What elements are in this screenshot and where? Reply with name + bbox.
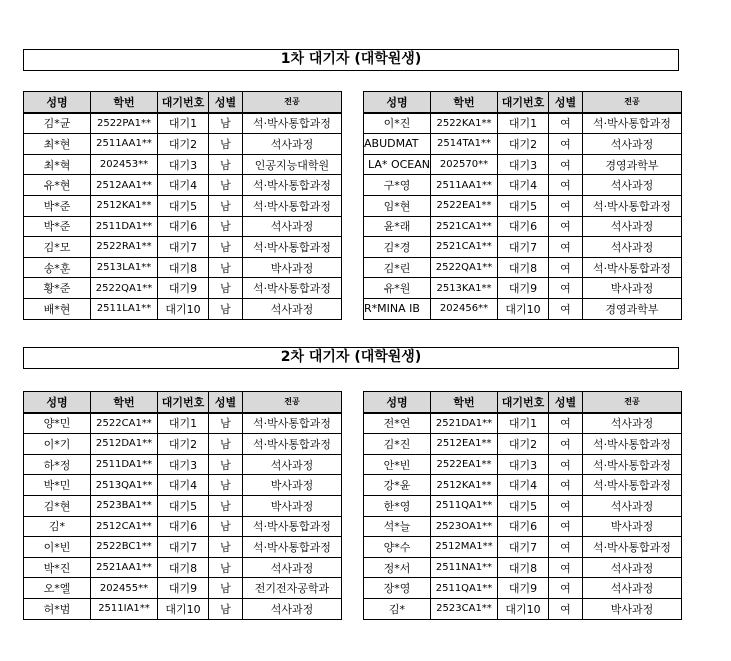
cell-major: 석·박사통합과정 — [243, 516, 342, 537]
cell-gender: 남 — [209, 537, 243, 558]
cell-wait-number: 대기6 — [498, 216, 549, 237]
header-major: 전공 — [583, 392, 682, 413]
table-header-row — [364, 92, 682, 113]
cell-major: 박사과정 — [583, 516, 682, 537]
cell-gender: 여 — [549, 195, 583, 216]
cell-major: 석사과정 — [583, 495, 682, 516]
cell-student-id: 2511DA1** — [91, 454, 158, 475]
cell-wait-number: 대기8 — [158, 257, 209, 278]
table-row — [364, 413, 682, 434]
table-row — [364, 175, 682, 196]
cell-student-id: 2522BC1** — [91, 537, 158, 558]
cell-gender: 남 — [209, 113, 243, 134]
cell-wait-number: 대기7 — [158, 537, 209, 558]
cell-student-id: 202456** — [431, 298, 498, 319]
cell-wait-number: 대기2 — [158, 134, 209, 155]
cell-name: 양*민 — [24, 413, 91, 434]
cell-wait-number: 대기2 — [498, 134, 549, 155]
header-student-id: 학번 — [431, 92, 498, 113]
cell-name: 김*현 — [24, 495, 91, 516]
header-student-id: 학번 — [91, 392, 158, 413]
cell-major: 석·박사통합과정 — [243, 278, 342, 299]
table-row — [24, 537, 342, 558]
table-row — [364, 298, 682, 319]
table-row — [24, 598, 342, 619]
cell-name: 윤*래 — [364, 216, 431, 237]
cell-name: ABUDMAT — [364, 134, 431, 155]
cell-student-id: 2512MA1** — [431, 537, 498, 558]
table-row — [364, 154, 682, 175]
header-major: 전공 — [243, 92, 342, 113]
table-row — [24, 578, 342, 599]
cell-wait-number: 대기7 — [158, 237, 209, 258]
cell-gender: 남 — [209, 598, 243, 619]
cell-major: 석·박사통합과정 — [583, 257, 682, 278]
cell-gender: 남 — [209, 195, 243, 216]
header-name: 성명 — [364, 392, 431, 413]
cell-wait-number: 대기3 — [158, 154, 209, 175]
cell-gender: 여 — [549, 413, 583, 434]
cell-wait-number: 대기1 — [158, 413, 209, 434]
cell-name: 강*윤 — [364, 475, 431, 496]
cell-major: 석·박사통합과정 — [583, 537, 682, 558]
cell-major: 석사과정 — [243, 216, 342, 237]
cell-student-id: 2523BA1** — [91, 495, 158, 516]
cell-gender: 남 — [209, 516, 243, 537]
cell-wait-number: 대기4 — [158, 175, 209, 196]
cell-name: 김*경 — [364, 237, 431, 258]
cell-student-id: 2512CA1** — [91, 516, 158, 537]
cell-student-id: 2521AA1** — [91, 557, 158, 578]
table-row — [24, 257, 342, 278]
cell-wait-number: 대기7 — [498, 537, 549, 558]
table-row — [364, 598, 682, 619]
cell-student-id: 2522QA1** — [91, 278, 158, 299]
cell-wait-number: 대기2 — [158, 434, 209, 455]
cell-major: 인공지능대학원 — [243, 154, 342, 175]
cell-major: 전기전자공학과 — [243, 578, 342, 599]
cell-student-id: 2522QA1** — [431, 257, 498, 278]
cell-major: 석사과정 — [583, 134, 682, 155]
cell-student-id: 2521CA1** — [431, 216, 498, 237]
table-row — [24, 298, 342, 319]
cell-name: R*MINA IB — [364, 298, 431, 319]
cell-major: 석사과정 — [583, 557, 682, 578]
cell-major: 석·박사통합과정 — [243, 537, 342, 558]
cell-name: 장*영 — [364, 578, 431, 599]
table-header-row — [364, 392, 682, 413]
header-student-id: 학번 — [431, 392, 498, 413]
cell-student-id: 2523CA1** — [431, 598, 498, 619]
cell-gender: 여 — [549, 516, 583, 537]
cell-name: 최*혁 — [24, 154, 91, 175]
cell-student-id: 202453** — [91, 154, 158, 175]
cell-wait-number: 대기4 — [498, 475, 549, 496]
section2-left-table — [23, 391, 342, 620]
cell-name: 박*진 — [24, 557, 91, 578]
cell-name: 이*기 — [24, 434, 91, 455]
cell-wait-number: 대기6 — [498, 516, 549, 537]
table-row — [24, 134, 342, 155]
cell-major: 석·박사통합과정 — [243, 195, 342, 216]
table-row — [364, 495, 682, 516]
cell-wait-number: 대기8 — [158, 557, 209, 578]
cell-gender: 남 — [209, 475, 243, 496]
cell-student-id: 2511AA1** — [91, 134, 158, 155]
cell-student-id: 2522RA1** — [91, 237, 158, 258]
cell-wait-number: 대기3 — [498, 154, 549, 175]
table-row — [24, 237, 342, 258]
cell-major: 석사과정 — [583, 413, 682, 434]
cell-name: 전*연 — [364, 413, 431, 434]
table-row — [364, 516, 682, 537]
table-row — [364, 113, 682, 134]
cell-wait-number: 대기5 — [498, 495, 549, 516]
cell-name: 양*수 — [364, 537, 431, 558]
cell-wait-number: 대기2 — [498, 434, 549, 455]
cell-name: 석*늘 — [364, 516, 431, 537]
table-row — [24, 557, 342, 578]
cell-wait-number: 대기9 — [498, 278, 549, 299]
cell-name: 하*정 — [24, 454, 91, 475]
table-row — [364, 278, 682, 299]
cell-gender: 남 — [209, 557, 243, 578]
cell-gender: 남 — [209, 278, 243, 299]
cell-gender: 여 — [549, 578, 583, 599]
cell-student-id: 2523OA1** — [431, 516, 498, 537]
cell-gender: 여 — [549, 278, 583, 299]
cell-gender: 여 — [549, 134, 583, 155]
header-major: 전공 — [583, 92, 682, 113]
cell-gender: 남 — [209, 413, 243, 434]
table-row — [24, 113, 342, 134]
cell-major: 석사과정 — [583, 237, 682, 258]
cell-name: 김*린 — [364, 257, 431, 278]
cell-wait-number: 대기8 — [498, 557, 549, 578]
cell-name: 배*현 — [24, 298, 91, 319]
header-name: 성명 — [24, 92, 91, 113]
cell-gender: 여 — [549, 598, 583, 619]
table-row — [24, 278, 342, 299]
header-name: 성명 — [24, 392, 91, 413]
cell-major: 석사과정 — [583, 175, 682, 196]
cell-major: 석·박사통합과정 — [583, 113, 682, 134]
cell-name: 박*민 — [24, 475, 91, 496]
table-row — [24, 434, 342, 455]
cell-major: 박사과정 — [243, 475, 342, 496]
cell-student-id: 2512DA1** — [91, 434, 158, 455]
header-wait-number: 대기번호 — [498, 392, 549, 413]
cell-wait-number: 대기9 — [498, 578, 549, 599]
cell-major: 박사과정 — [583, 598, 682, 619]
cell-gender: 여 — [549, 237, 583, 258]
cell-major: 석·박사통합과정 — [583, 195, 682, 216]
cell-name: 이*빈 — [24, 537, 91, 558]
cell-major: 박사과정 — [243, 495, 342, 516]
table-row — [24, 195, 342, 216]
cell-major: 석사과정 — [583, 216, 682, 237]
cell-student-id: 202455** — [91, 578, 158, 599]
cell-gender: 여 — [549, 154, 583, 175]
cell-major: 경영과학부 — [583, 154, 682, 175]
cell-student-id: 2513KA1** — [431, 278, 498, 299]
table-row — [364, 537, 682, 558]
header-name: 성명 — [364, 92, 431, 113]
cell-student-id: 2521DA1** — [431, 413, 498, 434]
cell-gender: 여 — [549, 257, 583, 278]
cell-wait-number: 대기10 — [158, 598, 209, 619]
header-wait-number: 대기번호 — [158, 392, 209, 413]
cell-major: 박사과정 — [243, 257, 342, 278]
table-row — [364, 216, 682, 237]
section1-left-table — [23, 91, 342, 320]
cell-gender: 남 — [209, 434, 243, 455]
header-student-id: 학번 — [91, 92, 158, 113]
cell-student-id: 2522EA1** — [431, 454, 498, 475]
cell-wait-number: 대기5 — [158, 495, 209, 516]
table-header-row — [24, 392, 342, 413]
cell-name: 허*범 — [24, 598, 91, 619]
cell-student-id: 2512KA1** — [91, 195, 158, 216]
cell-major: 석·박사통합과정 — [243, 413, 342, 434]
table-row — [24, 413, 342, 434]
header-gender: 성별 — [549, 392, 583, 413]
cell-wait-number: 대기5 — [498, 195, 549, 216]
cell-gender: 남 — [209, 578, 243, 599]
cell-name: 안*빈 — [364, 454, 431, 475]
cell-wait-number: 대기9 — [158, 278, 209, 299]
cell-wait-number: 대기1 — [498, 413, 549, 434]
cell-student-id: 2511AA1** — [431, 175, 498, 196]
cell-student-id: 2522KA1** — [431, 113, 498, 134]
cell-gender: 여 — [549, 537, 583, 558]
cell-gender: 여 — [549, 113, 583, 134]
cell-gender: 여 — [549, 216, 583, 237]
header-wait-number: 대기번호 — [498, 92, 549, 113]
cell-gender: 여 — [549, 298, 583, 319]
cell-student-id: 2513LA1** — [91, 257, 158, 278]
cell-student-id: 2522CA1** — [91, 413, 158, 434]
table-row — [24, 475, 342, 496]
header-wait-number: 대기번호 — [158, 92, 209, 113]
cell-student-id: 2522EA1** — [431, 195, 498, 216]
cell-major: 석사과정 — [243, 454, 342, 475]
header-gender: 성별 — [209, 92, 243, 113]
table-row — [364, 578, 682, 599]
cell-name: 임*현 — [364, 195, 431, 216]
cell-major: 석·박사통합과정 — [243, 113, 342, 134]
cell-wait-number: 대기4 — [498, 175, 549, 196]
cell-name: 김* — [24, 516, 91, 537]
cell-wait-number: 대기4 — [158, 475, 209, 496]
cell-student-id: 2512EA1** — [431, 434, 498, 455]
cell-gender: 남 — [209, 216, 243, 237]
header-gender: 성별 — [209, 392, 243, 413]
cell-name: 김*모 — [24, 237, 91, 258]
cell-gender: 여 — [549, 475, 583, 496]
cell-major: 석·박사통합과정 — [583, 454, 682, 475]
cell-major: 석·박사통합과정 — [243, 434, 342, 455]
cell-gender: 남 — [209, 134, 243, 155]
cell-name: 박*준 — [24, 195, 91, 216]
cell-gender: 여 — [549, 454, 583, 475]
cell-student-id: 2513QA1** — [91, 475, 158, 496]
section2-title: 2차 대기자 (대학원생) — [23, 347, 679, 369]
table-header-row — [24, 92, 342, 113]
table-row — [24, 154, 342, 175]
cell-name: 정*서 — [364, 557, 431, 578]
cell-major: 경영과학부 — [583, 298, 682, 319]
cell-major: 석사과정 — [243, 134, 342, 155]
table-row — [24, 495, 342, 516]
cell-gender: 여 — [549, 557, 583, 578]
cell-gender: 남 — [209, 495, 243, 516]
cell-wait-number: 대기7 — [498, 237, 549, 258]
cell-student-id: 2512KA1** — [431, 475, 498, 496]
header-gender: 성별 — [549, 92, 583, 113]
cell-major: 석사과정 — [243, 298, 342, 319]
table-row — [364, 237, 682, 258]
table-row — [364, 434, 682, 455]
header-major: 전공 — [243, 392, 342, 413]
cell-wait-number: 대기6 — [158, 516, 209, 537]
cell-wait-number: 대기9 — [158, 578, 209, 599]
cell-gender: 여 — [549, 495, 583, 516]
cell-student-id: 2511QA1** — [431, 578, 498, 599]
cell-student-id: 2521CA1** — [431, 237, 498, 258]
cell-gender: 남 — [209, 454, 243, 475]
cell-gender: 남 — [209, 175, 243, 196]
table-row — [364, 557, 682, 578]
cell-gender: 여 — [549, 175, 583, 196]
cell-gender: 남 — [209, 298, 243, 319]
cell-name: 송*훈 — [24, 257, 91, 278]
cell-major: 석·박사통합과정 — [243, 237, 342, 258]
cell-name: 유*현 — [24, 175, 91, 196]
cell-gender: 남 — [209, 154, 243, 175]
cell-name: 김*균 — [24, 113, 91, 134]
cell-gender: 남 — [209, 237, 243, 258]
cell-student-id: 2511NA1** — [431, 557, 498, 578]
cell-name: 최*현 — [24, 134, 91, 155]
cell-wait-number: 대기6 — [158, 216, 209, 237]
cell-name: 오*엘 — [24, 578, 91, 599]
table-row — [24, 175, 342, 196]
section2-right-table — [363, 391, 682, 620]
cell-student-id: 2511IA1** — [91, 598, 158, 619]
cell-major: 석·박사통합과정 — [243, 175, 342, 196]
cell-name: 황*준 — [24, 278, 91, 299]
cell-wait-number: 대기1 — [158, 113, 209, 134]
cell-name: 김* — [364, 598, 431, 619]
cell-name: 유*원 — [364, 278, 431, 299]
cell-student-id: 2514TA1** — [431, 134, 498, 155]
cell-major: 석사과정 — [243, 598, 342, 619]
table-row — [364, 134, 682, 155]
section1-right-table — [363, 91, 682, 320]
cell-name: 한*영 — [364, 495, 431, 516]
table-row — [364, 475, 682, 496]
cell-major: 석·박사통합과정 — [583, 434, 682, 455]
cell-name: 이*진 — [364, 113, 431, 134]
cell-major: 석·박사통합과정 — [583, 475, 682, 496]
cell-name: LA* OCEAN — [364, 154, 431, 175]
cell-student-id: 202570** — [431, 154, 498, 175]
table-row — [364, 195, 682, 216]
cell-student-id: 2512AA1** — [91, 175, 158, 196]
cell-major: 석사과정 — [243, 557, 342, 578]
cell-student-id: 2511QA1** — [431, 495, 498, 516]
cell-wait-number: 대기10 — [498, 598, 549, 619]
cell-wait-number: 대기10 — [498, 298, 549, 319]
cell-name: 구*영 — [364, 175, 431, 196]
cell-student-id: 2511LA1** — [91, 298, 158, 319]
cell-major: 석사과정 — [583, 578, 682, 599]
cell-gender: 남 — [209, 257, 243, 278]
cell-student-id: 2522PA1** — [91, 113, 158, 134]
section1-title: 1차 대기자 (대학원생) — [23, 49, 679, 71]
cell-wait-number: 대기5 — [158, 195, 209, 216]
cell-wait-number: 대기3 — [498, 454, 549, 475]
cell-wait-number: 대기8 — [498, 257, 549, 278]
cell-wait-number: 대기3 — [158, 454, 209, 475]
table-row — [364, 257, 682, 278]
table-row — [364, 454, 682, 475]
table-row — [24, 216, 342, 237]
table-row — [24, 454, 342, 475]
cell-wait-number: 대기1 — [498, 113, 549, 134]
cell-gender: 여 — [549, 434, 583, 455]
table-row — [24, 516, 342, 537]
cell-name: 박*준 — [24, 216, 91, 237]
cell-major: 박사과정 — [583, 278, 682, 299]
cell-student-id: 2511DA1** — [91, 216, 158, 237]
cell-name: 김*진 — [364, 434, 431, 455]
cell-wait-number: 대기10 — [158, 298, 209, 319]
